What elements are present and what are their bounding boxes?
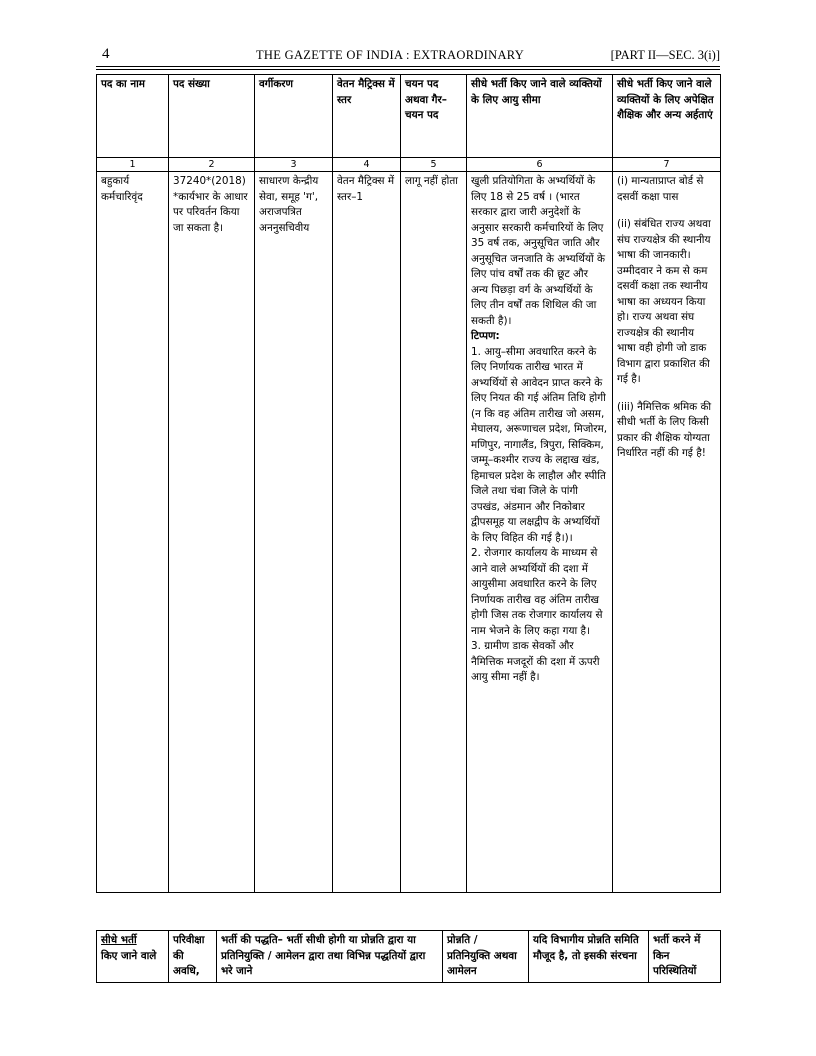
part-section: [PART II—SEC. 3(i)] bbox=[610, 48, 720, 62]
header-dpc-composition: यदि विभागीय प्रोन्नति समिति मौजूद है, तो इसकी संरचना bbox=[529, 931, 649, 983]
column-number-row bbox=[97, 158, 721, 172]
header-post-count: पद संख्या bbox=[169, 75, 255, 158]
header-qualification: सीधे भर्ती किए जाने वाले व्यक्तियों के लिए अपेक्षित शैक्षिक और अन्य अर्हताएं bbox=[613, 75, 721, 158]
direct-recruit-rest: किए जाने वाले bbox=[101, 949, 157, 962]
header-circumstances: भर्ती करने में किन परिस्थितियों bbox=[649, 931, 721, 983]
header-pay-level: वेतन मैट्रिक्स में स्तर bbox=[333, 75, 401, 158]
page-header bbox=[96, 46, 720, 66]
selection-cell: लागू नहीं होता bbox=[401, 172, 467, 893]
recruitment-rules-table bbox=[96, 74, 721, 893]
column-number: 6 bbox=[467, 158, 613, 172]
header-rule-bottom bbox=[96, 69, 720, 70]
continuation-table-header bbox=[96, 930, 721, 983]
post-name-cell: बहुकार्य कर्मचारिवृंद bbox=[97, 172, 169, 893]
column-number: 2 bbox=[169, 158, 255, 172]
age-limit-main: खुली प्रतियोगिता के अभ्यर्थियों के लिए 18 से 25 वर्ष । (भारत सरकार द्वारा जारी अनुदेशों के अनुसार सरकारी कर्मचारियों के लिए 35 वर्ष तक, अनुसूचित जाति और अनुसूचित जनजाति के अभ्यर्थियों के लिए पांच वर्षों तक की छूट और अन्य पिछड़ा वर्ग के अभ्यर्थियों के लिए तीन वर्षों तक शिथिल की जा सकती है)। bbox=[471, 175, 605, 327]
table-header-row bbox=[97, 75, 721, 158]
header-promotion-deputation: प्रोन्नति / प्रतिनियुक्ति अथवा आमेलन bbox=[443, 931, 529, 983]
header-selection: चयन पद अथवा गैर–चयन पद bbox=[401, 75, 467, 158]
qualification-1: (i) मान्यताप्राप्त बोर्ड से दसवीं कक्षा पास bbox=[617, 175, 704, 203]
note-heading: टिप्पण: bbox=[471, 330, 500, 342]
gazette-title: THE GAZETTE OF INDIA : EXTRAORDINARY bbox=[256, 48, 525, 62]
classification-cell: साधारण केन्द्रीय सेवा, समूह 'ग', अराजपत्रित अननुसचिवीय bbox=[255, 172, 333, 893]
header-direct-recruits bbox=[97, 931, 169, 983]
column-number: 1 bbox=[97, 158, 169, 172]
note-2: 2. रोजगार कार्यालय के माध्यम से आने वाले अभ्यर्थियों की दशा में आयुसीमा अवधारित करने के लिए निर्णायक तारीख वह अंतिम तारीख होगी जिस तक रोजगार कार्यालय से नाम भेजने के लिए कहा गया है। bbox=[471, 547, 603, 637]
table-row bbox=[97, 172, 721, 893]
column-number: 4 bbox=[333, 158, 401, 172]
direct-recruit-underlined: सीधे भर्ती bbox=[101, 934, 137, 946]
page-number: 4 bbox=[102, 46, 110, 62]
qualification-2: (ii) संबंधित राज्य अथवा संघ राज्यक्षेत्र की स्थानीय भाषा की जानकारी। उम्मीदवार ने कम से कम दसवीं कक्षा तक स्थानीय भाषा का अध्ययन किया हो। राज्य अथवा संघ राज्यक्षेत्र की स्थानीय भाषा वही होगी जो डाक विभाग द्वारा प्रकाशित की गई है। bbox=[617, 218, 711, 385]
column-number: 3 bbox=[255, 158, 333, 172]
note-3: 3. ग्रामीण डाक सेवकों और नैमित्तिक मजदूरों की दशा में ऊपरी आयु सीमा नहीं है। bbox=[471, 640, 600, 683]
qualification-3: (iii) नैमित्तिक श्रमिक की सीधी भर्ती के लिए किसी प्रकार की शैक्षिक योग्यता निर्धारित नहीं की गई है! bbox=[617, 400, 712, 459]
post-count-cell: 37240*(2018) *कार्यभार के आधार पर परिवर्तन किया जा सकता है। bbox=[169, 172, 255, 893]
qualification-cell bbox=[613, 172, 721, 893]
header-recruitment-method: भर्ती की पद्धति– भर्ती सीधी होगी या प्रोन्नति द्वारा या प्रतिनियुक्ति / आमेलन द्वारा तथा विभिन्न पद्धतियों द्वारा भरे जाने bbox=[217, 931, 443, 983]
age-limit-cell bbox=[467, 172, 613, 893]
header-probation: परिवीक्षा की अवधि, bbox=[169, 931, 217, 983]
header-post-name: पद का नाम bbox=[97, 75, 169, 158]
column-number: 7 bbox=[613, 158, 721, 172]
note-1: 1. आयु–सीमा अवधारित करने के लिए निर्णायक तारीख भारत में अभ्यर्थियों से आवेदन प्राप्त करने के लिए नियत की गई अंतिम तिथि होगी (न कि वह अंतिम तारीख जो असम, मेघालय, अरूणाचल प्रदेश, मिजोरम, मणिपुर, नागालैंड, त्रिपुरा, सिक्किम, जम्मू–कश्मीर राज्य के लद्दाख खंड, हिमाचल प्रदेश के लाहौल और स्पीति जिले तथा चंबा जिले के पांगी उपखंड, अंडमान और निकोबार द्वीपसमूह या लक्षद्वीप के अभ्यर्थियों के लिए विहित की गई है।)। bbox=[471, 345, 608, 544]
header-rule-top bbox=[96, 66, 720, 67]
pay-level-cell: वेतन मैट्रिक्स में स्तर–1 bbox=[333, 172, 401, 893]
column-number: 5 bbox=[401, 158, 467, 172]
header-age-limit: सीधे भर्ती किए जाने वाले व्यक्तियों के लिए आयु सीमा bbox=[467, 75, 613, 158]
header-classification: वर्गीकरण bbox=[255, 75, 333, 158]
continuation-header-row bbox=[97, 931, 721, 983]
